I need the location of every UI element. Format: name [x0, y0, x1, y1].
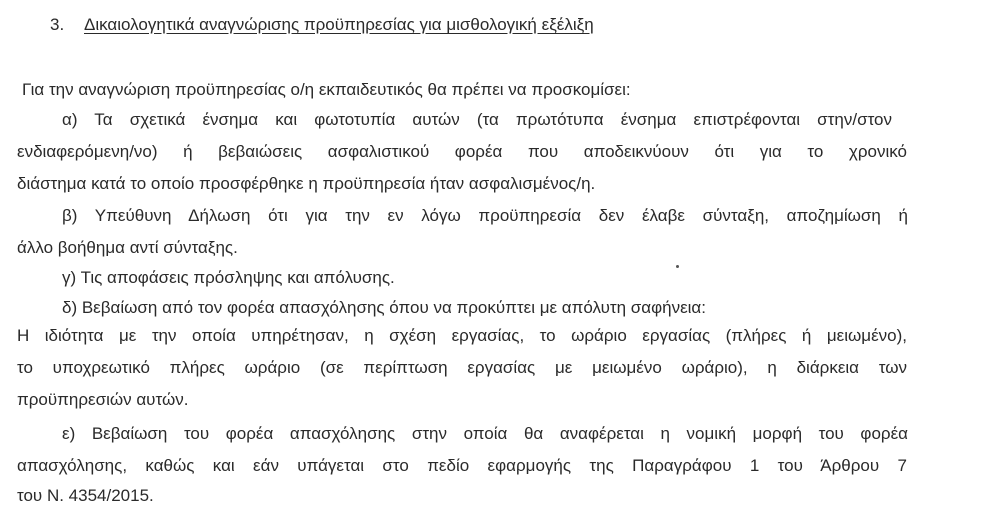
item-a-line-3: διάστημα κατά το οποίο προσφέρθηκε η προϋπηρεσία ήταν ασφαλισμένος/η.: [17, 174, 596, 193]
item-b-line-2: άλλο βοήθημα αντί σύνταξης.: [17, 238, 238, 257]
item-d-line-3: το υποχρεωτικό πλήρες ωράριο (σε περίπτωση εργασίας με μειωμένο ωράριο), η διάρκεια των: [17, 358, 907, 377]
item-e-line-1: ε) Βεβαίωση του φορέα απασχόλησης στην οποία θα αναφέρεται η νομική μορφή του φορέα: [62, 424, 908, 443]
stray-mark: [676, 265, 679, 268]
item-e-line-2: απασχόλησης, καθώς και εάν υπάγεται στο πεδίο εφαρμογής της Παραγράφου 1 του Άρθρου 7: [17, 456, 907, 475]
item-d-line-1: δ) Βεβαίωση από τον φορέα απασχόλησης όπου να προκύπτει με απόλυτη σαφήνεια:: [62, 298, 706, 317]
item-d-line-2: Η ιδιότητα με την οποία υπηρέτησαν, η σχέση εργασίας, το ωράριο εργασίας (πλήρες ή μειωμένο),: [17, 326, 907, 345]
section-title: Δικαιολογητικά αναγνώρισης προϋπηρεσίας για μισθολογική εξέλιξη: [84, 15, 594, 34]
intro-paragraph: Για την αναγνώριση προϋπηρεσίας ο/η εκπαιδευτικός θα πρέπει να προσκομίσει:: [22, 80, 631, 99]
item-a-line-2: ενδιαφερόμενη/νο) ή βεβαιώσεις ασφαλιστικού φορέα που αποδεικνύουν ότι για το χρονικό: [17, 142, 907, 161]
item-d-line-4: προϋπηρεσιών αυτών.: [17, 390, 189, 409]
item-a-line-1: α) Τα σχετικά ένσημα και φωτοτυπία αυτών (τα πρωτότυπα ένσημα επιστρέφονται στην/στον: [62, 110, 892, 129]
section-number: 3.: [50, 15, 65, 34]
item-b-line-1: β) Υπεύθυνη Δήλωση ότι για την εν λόγω προϋπηρεσία δεν έλαβε σύνταξη, αποζημίωση ή: [62, 206, 908, 225]
item-e-line-3: του Ν. 4354/2015.: [17, 486, 154, 505]
item-c-line-1: γ) Τις αποφάσεις πρόσληψης και απόλυσης.: [62, 268, 395, 287]
section-heading: [50, 15, 594, 35]
